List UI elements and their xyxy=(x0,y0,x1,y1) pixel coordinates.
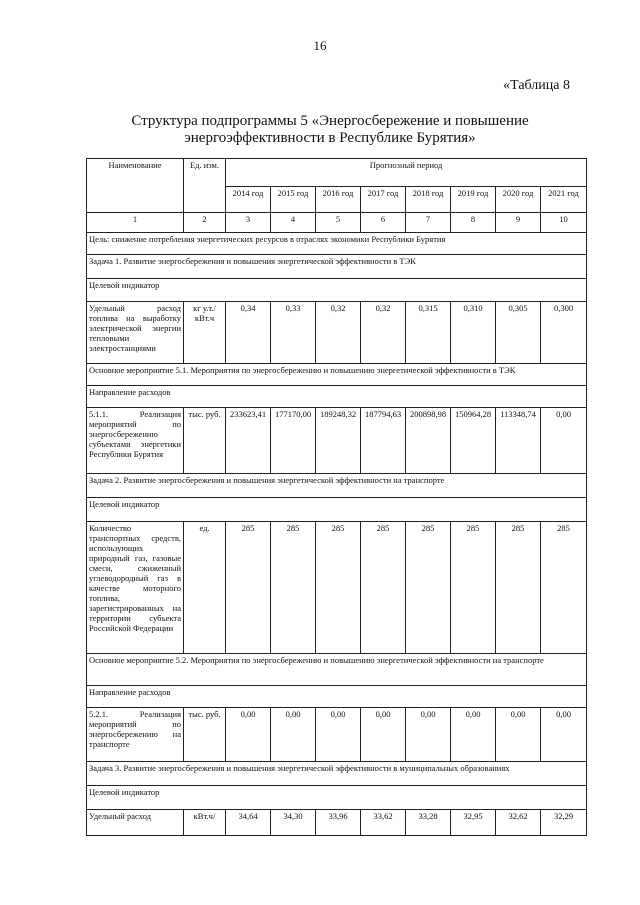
value-cell: 0,00 xyxy=(496,708,541,762)
expenses-label: Направление расходов xyxy=(87,386,587,408)
task-2-text: Задача 2. Развитие энергосбережения и повышения энергетической эффективности на транспорте xyxy=(87,474,587,498)
value-cell: 285 xyxy=(271,522,316,654)
value-cell: 0,00 xyxy=(451,708,496,762)
col-number: 3 xyxy=(226,213,271,233)
page-number: 16 xyxy=(313,38,327,53)
expense-unit: тыс. руб. xyxy=(184,408,226,474)
col-number: 5 xyxy=(316,213,361,233)
value-cell: 0,00 xyxy=(226,708,271,762)
indicator-label-row xyxy=(87,498,587,522)
value-cell: 285 xyxy=(451,522,496,654)
year-cell: 2019 год xyxy=(451,187,496,213)
year-cell: 2015 год xyxy=(271,187,316,213)
year-cell: 2018 год xyxy=(406,187,451,213)
col-number: 4 xyxy=(271,213,316,233)
measure-row xyxy=(87,364,587,386)
task-1-text: Задача 1. Развитие энергосбережения и повышения энергетической эффективности в ТЭК xyxy=(87,255,587,279)
measure-row xyxy=(87,654,587,686)
measure-1-text: Основное мероприятие 5.1. Мероприятия по энергосбережению и повышению энергетической эффективности в ТЭК xyxy=(87,364,587,386)
value-cell: 0,00 xyxy=(361,708,406,762)
value-cell: 0,00 xyxy=(541,408,587,474)
goal-text: Цель: снижение потребления энергетических ресурсов в отраслях экономики Республики Бурятия xyxy=(87,233,587,255)
value-cell: 34,64 xyxy=(226,810,271,836)
value-cell: 285 xyxy=(361,522,406,654)
year-cell: 2014 год xyxy=(226,187,271,213)
value-cell: 33,28 xyxy=(406,810,451,836)
column-number-row xyxy=(87,213,587,233)
indicator-label-row xyxy=(87,786,587,810)
indicator-label: Целевой индикатор xyxy=(87,498,587,522)
expenses-label-row xyxy=(87,686,587,708)
value-cell: 33,96 xyxy=(316,810,361,836)
indicator-label: Целевой индикатор xyxy=(87,279,587,302)
document-title: Структура подпрограммы 5 «Энергосбережение и повышение энергоэффективности в Республике Бурятия» xyxy=(131,113,529,146)
value-cell: 34,30 xyxy=(271,810,316,836)
value-cell: 0,33 xyxy=(271,302,316,364)
header-period: Прогнозный период xyxy=(226,159,587,187)
measure-2-text: Основное мероприятие 5.2. Мероприятия по энергосбережению и повышению энергетической эффективности на транспорте xyxy=(87,654,587,686)
task-row xyxy=(87,255,587,279)
value-cell: 32,62 xyxy=(496,810,541,836)
value-cell: 0,00 xyxy=(316,708,361,762)
value-cell: 0,32 xyxy=(361,302,406,364)
expense-name: 5.2.1. Реализация мероприятий по энергосбережению на транспорте xyxy=(87,708,184,762)
indicator-name: Удельный расход топлива на выработку электрической энергии тепловыми электростанциями xyxy=(87,302,184,364)
value-cell: 285 xyxy=(316,522,361,654)
value-cell: 0,00 xyxy=(541,708,587,762)
col-number: 2 xyxy=(184,213,226,233)
header-unit: Ед. изм. xyxy=(184,159,226,213)
col-number: 6 xyxy=(361,213,406,233)
value-cell: 200898,98 xyxy=(406,408,451,474)
col-number: 1 xyxy=(87,213,184,233)
table-row xyxy=(87,302,587,364)
indicator-name: Удельный расход xyxy=(87,810,184,836)
table-row xyxy=(87,522,587,654)
value-cell: 285 xyxy=(496,522,541,654)
header-name: Наименование xyxy=(87,159,184,213)
value-cell: 285 xyxy=(541,522,587,654)
value-cell: 32,95 xyxy=(451,810,496,836)
value-cell: 0,315 xyxy=(406,302,451,364)
year-cell: 2016 год xyxy=(316,187,361,213)
task-3-text: Задача 3. Развитие энергосбережения и повышения энергетической эффективности в муниципальных образованиях xyxy=(87,762,587,786)
col-number: 10 xyxy=(541,213,587,233)
table-row xyxy=(87,708,587,762)
value-cell: 0,32 xyxy=(316,302,361,364)
header-row xyxy=(87,159,587,187)
expenses-label-row xyxy=(87,386,587,408)
year-cell: 2021 год xyxy=(541,187,587,213)
value-cell: 32,29 xyxy=(541,810,587,836)
value-cell: 177170,00 xyxy=(271,408,316,474)
value-cell: 189248,32 xyxy=(316,408,361,474)
value-cell: 285 xyxy=(406,522,451,654)
task-row xyxy=(87,762,587,786)
value-cell: 33,62 xyxy=(361,810,406,836)
indicator-name: Количество транспортных средств, использующих природный газ, газовые смеси, сжиженный углеводородный газ в качестве моторного топлива, зарегистрированных на территории субъекта Российской Федерации xyxy=(87,522,184,654)
indicator-unit: кВт.ч/ xyxy=(184,810,226,836)
value-cell: 150964,28 xyxy=(451,408,496,474)
expense-unit: тыс. руб. xyxy=(184,708,226,762)
subprogram-table xyxy=(86,158,587,836)
value-cell: 285 xyxy=(226,522,271,654)
value-cell: 0,300 xyxy=(541,302,587,364)
value-cell: 0,00 xyxy=(271,708,316,762)
value-cell: 233623,41 xyxy=(226,408,271,474)
table-row xyxy=(87,810,587,836)
table-row xyxy=(87,408,587,474)
goal-row xyxy=(87,233,587,255)
indicator-label-row xyxy=(87,279,587,302)
col-number: 9 xyxy=(496,213,541,233)
table-label: «Таблица 8 xyxy=(503,78,570,93)
col-number: 7 xyxy=(406,213,451,233)
value-cell: 187794,63 xyxy=(361,408,406,474)
year-cell: 2017 год xyxy=(361,187,406,213)
indicator-unit: кг у.т./кВт.ч xyxy=(184,302,226,364)
task-row xyxy=(87,474,587,498)
indicator-label: Целевой индикатор xyxy=(87,786,587,810)
expense-name: 5.1.1. Реализация мероприятий по энергосбережению субъектами энергетики Республики Бурятия xyxy=(87,408,184,474)
value-cell: 113348,74 xyxy=(496,408,541,474)
col-number: 8 xyxy=(451,213,496,233)
value-cell: 0,305 xyxy=(496,302,541,364)
value-cell: 0,310 xyxy=(451,302,496,364)
value-cell: 0,34 xyxy=(226,302,271,364)
expenses-label: Направление расходов xyxy=(87,686,587,708)
indicator-unit: ед. xyxy=(184,522,226,654)
year-cell: 2020 год xyxy=(496,187,541,213)
value-cell: 0,00 xyxy=(406,708,451,762)
